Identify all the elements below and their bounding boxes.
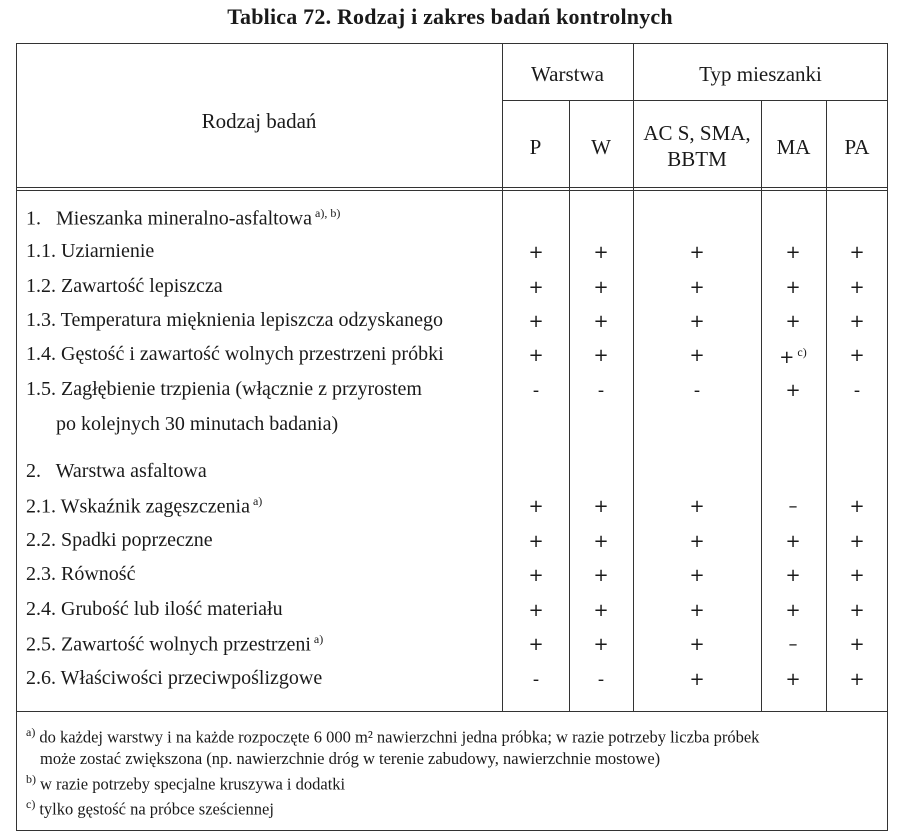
table-cell	[763, 345, 823, 368]
cell-value: +	[849, 345, 865, 366]
table-cell	[667, 496, 727, 517]
table-cell	[571, 496, 631, 517]
col-rule-4	[761, 100, 762, 711]
footnote-mark: c)	[26, 797, 36, 811]
header-col-pa: PA	[844, 135, 870, 159]
footnotes	[26, 722, 886, 820]
cell-value: +	[849, 565, 865, 586]
cell-value: +	[593, 242, 609, 263]
row-label-footnote-mark: a)	[313, 632, 324, 646]
cell-value: +	[785, 669, 801, 690]
row-label	[26, 529, 213, 552]
cell-value: +	[849, 531, 865, 552]
cell-value: +	[528, 277, 544, 298]
row-label	[26, 309, 443, 332]
row-label-footnote-mark: a)	[252, 494, 263, 508]
row-label	[26, 667, 322, 690]
header-col-ma: MA	[776, 135, 811, 159]
table-cell	[827, 242, 887, 263]
table-cell	[763, 242, 823, 263]
cell-value: +	[689, 496, 705, 517]
row-label	[26, 632, 323, 657]
table-cell	[827, 600, 887, 621]
table-cell	[827, 565, 887, 586]
row-label	[26, 460, 207, 483]
cell-value: +	[593, 345, 609, 366]
table-cell	[667, 600, 727, 621]
table-cell	[827, 669, 887, 690]
table-cell	[667, 345, 727, 366]
table-cell	[506, 242, 566, 263]
table-cell	[571, 380, 631, 401]
footnote-text: do każdej warstwy i na każde rozpoczęte 6 000 m² nawierzchni jedna próbka; w razie potrzeby liczba próbek	[39, 727, 760, 747]
table-cell	[506, 380, 566, 401]
cell-value: +	[689, 242, 705, 263]
col-rule-2	[569, 100, 570, 711]
cell-value: +	[593, 496, 609, 517]
table-cell	[506, 345, 566, 366]
table-cell	[506, 531, 566, 552]
table-cell	[571, 634, 631, 655]
cell-value: +	[689, 600, 705, 621]
table-cell	[506, 496, 566, 517]
cell-value: +	[528, 600, 544, 621]
cell-footnote-mark: c)	[797, 345, 807, 359]
cell-value: -	[597, 380, 605, 401]
table-cell	[667, 531, 727, 552]
table-cell	[827, 634, 887, 655]
header-col-p: P	[529, 135, 542, 159]
table-cell	[506, 634, 566, 655]
cell-value: +	[785, 600, 801, 621]
table-cell	[506, 277, 566, 298]
table-cell	[571, 311, 631, 332]
cell-value: -	[853, 380, 861, 401]
table-cell	[506, 565, 566, 586]
header-col-w: W	[591, 135, 611, 159]
cell-value: +	[593, 600, 609, 621]
row-label-text: 2.6. Właściwości przeciwpoślizgowe	[26, 667, 323, 689]
table-cell	[763, 565, 823, 586]
row-label	[26, 206, 340, 231]
table-cell	[667, 669, 727, 690]
row-label-text: 1. Mieszanka mineralno-asfaltowa	[26, 207, 313, 230]
header-divider-top	[502, 100, 888, 101]
header-col-ac-line2: BBTM	[667, 147, 727, 171]
row-label-text: 2.4. Grubość lub ilość materiału	[26, 598, 283, 620]
cell-value: +	[849, 634, 865, 655]
cell-value: +	[689, 669, 705, 690]
cell-value: +	[689, 311, 705, 332]
cell-value: –	[788, 634, 798, 655]
row-label	[26, 343, 444, 366]
footnote-text: w razie potrzeby specjalne kruszywa i dodatki	[40, 774, 346, 793]
row-label-text: 2.5. Zawartość wolnych przestrzeni	[26, 633, 311, 656]
cell-value: +	[849, 600, 865, 621]
row-label	[26, 275, 223, 298]
cell-value: +	[849, 277, 865, 298]
row-label-text: 1.2. Zawartość lepiszcza	[26, 275, 223, 297]
row-label-text: 2. Warstwa asfaltowa	[26, 460, 207, 482]
cell-value: +	[593, 311, 609, 332]
cell-value: +	[849, 242, 865, 263]
table-cell	[763, 277, 823, 298]
table-cell	[506, 311, 566, 332]
cell-value: +	[785, 311, 801, 332]
table-title: Tablica 72. Rodzaj i zakres badań kontrolnych	[227, 4, 673, 29]
row-label	[26, 413, 338, 436]
cell-value: –	[788, 496, 798, 517]
footnote-continuation: może zostać zwiększona (np. nawierzchnie dróg w terenie zabudowy, nawierzchnie mostowe)	[40, 748, 661, 768]
footnote	[26, 769, 886, 795]
cell-value: -	[532, 669, 540, 690]
cell-value: +	[785, 565, 801, 586]
table-cell	[571, 345, 631, 366]
cell-value: +	[689, 565, 705, 586]
cell-value: +	[593, 634, 609, 655]
cell-value: +	[528, 565, 544, 586]
table-cell	[667, 242, 727, 263]
footnote	[26, 794, 886, 820]
cell-value: +	[785, 531, 801, 552]
table-cell	[667, 311, 727, 332]
row-label-text: po kolejnych 30 minutach badania)	[26, 413, 339, 435]
cell-value: -	[597, 669, 605, 690]
row-label-text: 2.3. Równość	[26, 563, 136, 585]
cell-value: +	[689, 345, 705, 366]
table-cell	[827, 345, 887, 366]
table-cell	[763, 531, 823, 552]
row-label	[26, 494, 262, 519]
table-cell	[571, 277, 631, 298]
header-warstwa: Warstwa	[531, 62, 604, 86]
table-cell	[827, 311, 887, 332]
cell-value: +	[528, 242, 544, 263]
cell-value: +	[528, 531, 544, 552]
row-label-text: 1.1. Uziarnienie	[26, 240, 155, 262]
table-cell	[571, 531, 631, 552]
cell-value: +	[849, 669, 865, 690]
row-label-text: 1.3. Temperatura mięknienia lepiszcza odzyskanego	[26, 309, 443, 331]
row-label-text: 1.4. Gęstość i zawartość wolnych przestrzeni próbki	[26, 343, 444, 365]
table-cell	[827, 380, 887, 401]
cell-value: +	[528, 311, 544, 332]
cell-value: +	[528, 634, 544, 655]
footnote-text: tylko gęstość na próbce sześciennej	[39, 799, 274, 819]
table-cell	[763, 600, 823, 621]
table-cell	[763, 311, 823, 332]
cell-value: +	[849, 311, 865, 332]
header-col-ac-line1: AC S, SMA,	[643, 121, 751, 145]
footnote-mark: a)	[26, 725, 36, 739]
cell-value: -	[532, 380, 540, 401]
row-label	[26, 598, 283, 621]
table-cell	[827, 496, 887, 517]
cell-value: +	[689, 531, 705, 552]
cell-value: +	[785, 242, 801, 263]
cell-value: +	[689, 277, 705, 298]
table-cell	[506, 669, 566, 690]
table-cell	[667, 277, 727, 298]
table-cell	[571, 600, 631, 621]
row-label-text: 1.5. Zagłębienie trzpienia (włącznie z przyrostem	[26, 378, 422, 400]
footnote-mark: b)	[26, 771, 36, 786]
row-label	[26, 378, 422, 401]
table-cell	[506, 600, 566, 621]
cell-value: -	[693, 380, 701, 401]
cell-value: +	[528, 345, 544, 366]
cell-value: +	[785, 380, 801, 401]
row-label-text: 2.1. Wskaźnik zagęszczenia	[26, 495, 250, 518]
cell-value: +	[528, 496, 544, 517]
row-label-footnote-mark: a), b)	[315, 206, 341, 220]
row-label	[26, 240, 154, 263]
footnotes-divider	[16, 711, 888, 712]
cell-value: +	[785, 277, 801, 298]
table-cell	[827, 531, 887, 552]
header-rodzaj: Rodzaj badań	[201, 109, 317, 133]
header-typ-mieszanki: Typ mieszanki	[699, 62, 822, 86]
cell-value: +	[593, 565, 609, 586]
table-cell	[667, 565, 727, 586]
cell-value: +	[849, 496, 865, 517]
cell-value: +	[593, 277, 609, 298]
table-cell	[763, 380, 823, 401]
table-cell	[667, 380, 727, 401]
table-cell	[763, 634, 823, 655]
table-cell	[763, 669, 823, 690]
cell-value: +	[779, 347, 795, 368]
cell-value: +	[593, 531, 609, 552]
cell-value: +	[689, 634, 705, 655]
header-divider-bottom	[16, 187, 888, 191]
header-col-ac	[633, 120, 761, 172]
table-cell	[571, 242, 631, 263]
table-cell	[667, 634, 727, 655]
footnote	[26, 722, 886, 748]
table-cell	[571, 669, 631, 690]
table-cell	[763, 496, 823, 517]
row-label-text: 2.2. Spadki poprzeczne	[26, 529, 213, 551]
row-label	[26, 563, 135, 586]
table-cell	[571, 565, 631, 586]
table-cell	[827, 277, 887, 298]
